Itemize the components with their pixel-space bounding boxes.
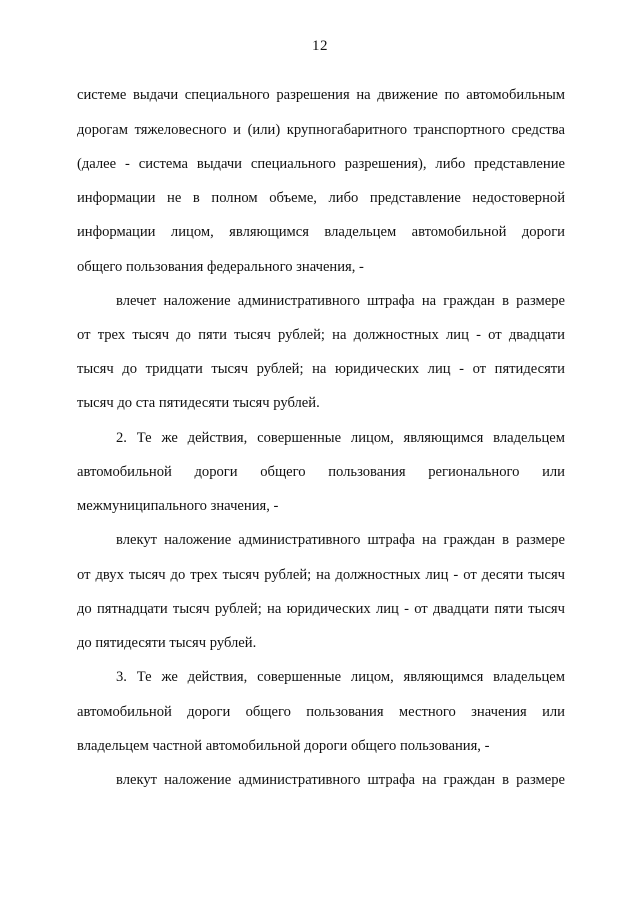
text-line: системе выдачи специального разрешения на движение по автомобильным	[77, 87, 565, 103]
text-line: влекут наложение административного штрафа на граждан в размере	[116, 772, 565, 788]
text-line: от трех тысяч до пяти тысяч рублей; на должностных лиц - от двадцати	[77, 327, 565, 343]
text-line: влекут наложение административного штрафа на граждан в размере	[116, 532, 565, 548]
text-line: (далее - система выдачи специального разрешения), либо представление	[77, 156, 565, 172]
text-line: 3. Те же действия, совершенные лицом, являющимся владельцем	[116, 669, 565, 685]
text-line: владельцем частной автомобильной дороги общего пользования, -	[77, 738, 490, 754]
text-line: информации лицом, являющимся владельцем автомобильной дороги	[77, 224, 565, 240]
text-line: автомобильной дороги общего пользования местного значения или	[77, 704, 565, 720]
text-line: тысяч до тридцати тысяч рублей; на юридических лиц - от пятидесяти	[77, 361, 565, 377]
text-line: 2. Те же действия, совершенные лицом, являющимся владельцем	[116, 430, 565, 446]
text-line: влечет наложение административного штрафа на граждан в размере	[116, 293, 565, 309]
page-number: 12	[312, 38, 328, 54]
text-line: общего пользования федерального значения, -	[77, 259, 364, 275]
text-line: от двух тысяч до трех тысяч рублей; на должностных лиц - от десяти тысяч	[77, 567, 565, 583]
text-line: межмуниципального значения, -	[77, 498, 279, 514]
text-line: автомобильной дороги общего пользования регионального или	[77, 464, 565, 480]
text-line: тысяч до ста пятидесяти тысяч рублей.	[77, 395, 320, 411]
text-line: до пятнадцати тысяч рублей; на юридических лиц - от двадцати пяти тысяч	[77, 601, 565, 617]
text-line: дорогам тяжеловесного и (или) крупногабаритного транспортного средства	[77, 122, 565, 138]
text-line: информации не в полном объеме, либо представление недостоверной	[77, 190, 565, 206]
text-line: до пятидесяти тысяч рублей.	[77, 635, 257, 651]
